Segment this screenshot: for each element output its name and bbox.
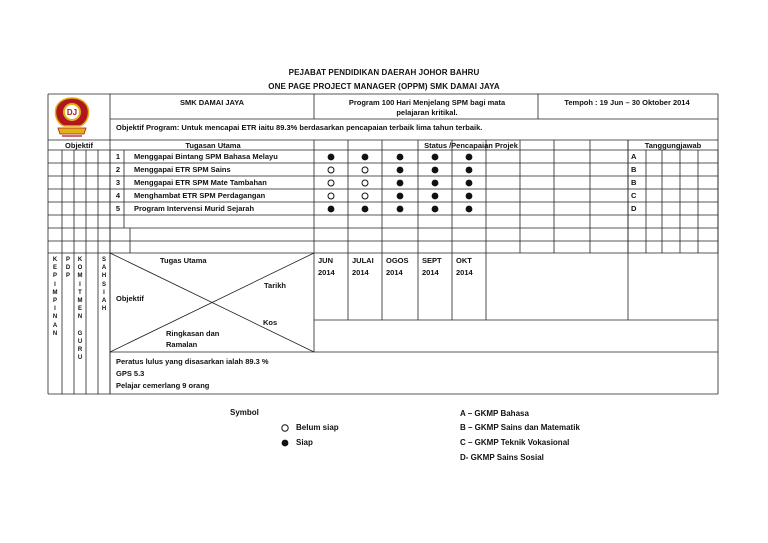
siap-icon [360, 204, 370, 214]
side-label-komitmen: K O M I T M E N G U R U [77, 257, 83, 362]
col-tanggungjawab: Tanggungjawab [644, 141, 702, 150]
belum-siap-icon [326, 165, 336, 175]
task-responsible: A [631, 152, 637, 161]
legend-b: B – GKMP Sains dan Matematik [460, 423, 580, 432]
task-name: Menggapai Bintang SPM Bahasa Melayu [134, 152, 278, 161]
legend-a: A – GKMP Bahasa [460, 409, 529, 418]
siap-icon [430, 152, 440, 162]
siap-icon [395, 152, 405, 162]
belum-siap-icon [360, 165, 370, 175]
document-title: ONE PAGE PROJECT MANAGER (OPPM) SMK DAMAI JAYA [268, 82, 500, 91]
legend-siap: Siap [296, 438, 313, 447]
legend-d: D- GKMP Sains Sosial [460, 453, 544, 462]
month-year: 2014 [386, 268, 403, 277]
summary-line-3: Pelajar cemerlang 9 orang [116, 381, 210, 390]
side-label-pdp: P D P [65, 257, 71, 280]
legend-c: C – GKMP Teknik Vokasional [460, 438, 570, 447]
siap-icon [430, 165, 440, 175]
siap-icon [280, 438, 290, 448]
siap-icon [360, 152, 370, 162]
col-objektif: Objektif [65, 141, 93, 150]
month-year: 2014 [422, 268, 439, 277]
belum-siap-icon [280, 423, 290, 433]
siap-icon [464, 165, 474, 175]
agency-title: PEJABAT PENDIDIKAN DAERAH JOHOR BAHRU [288, 68, 480, 77]
month-label: OKT [456, 256, 472, 265]
siap-icon [395, 165, 405, 175]
task-name: Program Intervensi Murid Sejarah [134, 204, 255, 213]
side-label-kepimpinan: K E P I M P I N A N [52, 257, 58, 337]
task-responsible: B [631, 165, 637, 174]
task-number: 4 [115, 191, 121, 200]
objektif-program: Objektif Program: Untuk mencapai ETR iaitu 89.3% berdasarkan pencapaian terbaik lima tahun terbaik. [116, 123, 483, 132]
diagram-ringkasan-2: Ramalan [166, 340, 198, 349]
belum-siap-icon [326, 191, 336, 201]
siap-icon [430, 204, 440, 214]
month-label: SEPT [422, 256, 442, 265]
task-name: Menghambat ETR SPM Perdagangan [134, 191, 266, 200]
siap-icon [464, 191, 474, 201]
month-year: 2014 [456, 268, 473, 277]
month-label: JULAI [352, 256, 374, 265]
belum-siap-icon [360, 178, 370, 188]
tempoh: Tempoh : 19 Jun – 30 Oktober 2014 [564, 98, 690, 107]
diagram-tugas: Tugas Utama [160, 256, 207, 265]
siap-icon [430, 191, 440, 201]
col-tugasan: Tugasan Utama [185, 141, 241, 150]
school-name: SMK DAMAI JAYA [179, 98, 245, 107]
task-responsible: B [631, 178, 637, 187]
task-number: 5 [115, 204, 121, 213]
siap-icon [326, 204, 336, 214]
siap-icon [464, 178, 474, 188]
program-title-2: pelajaran kritikal. [396, 108, 458, 117]
task-responsible: C [631, 191, 637, 200]
belum-siap-icon [326, 178, 336, 188]
diagram-ringkasan-1: Ringkasan dan [166, 329, 220, 338]
task-number: 2 [115, 165, 121, 174]
task-number: 1 [115, 152, 121, 161]
task-name: Menggapai ETR SPM Mate Tambahan [134, 178, 267, 187]
diagram-tarikh: Tarikh [264, 281, 286, 290]
siap-icon [395, 178, 405, 188]
school-logo [52, 96, 92, 140]
task-number: 3 [115, 178, 121, 187]
month-label: OGOS [386, 256, 409, 265]
program-title-1: Program 100 Hari Menjelang SPM bagi mata [348, 98, 506, 107]
month-year: 2014 [318, 268, 335, 277]
month-year: 2014 [352, 268, 369, 277]
legend-title: Symbol [230, 408, 259, 417]
col-status: Status /Pencapaian Projek [424, 141, 518, 150]
logo-text: DJ [66, 108, 78, 117]
side-label-sahsiah: S A H S I A H [101, 257, 107, 313]
summary-line-1: Peratus lulus yang disasarkan ialah 89.3 % [116, 357, 269, 366]
summary-line-2: GPS 5.3 [116, 369, 145, 378]
task-responsible: D [631, 204, 637, 213]
diagram-kos: Kos [263, 318, 278, 327]
siap-icon [464, 204, 474, 214]
siap-icon [430, 178, 440, 188]
task-name: Menggapai ETR SPM Sains [134, 165, 231, 174]
legend-belum: Belum siap [296, 423, 339, 432]
diagram-objektif: Objektif [116, 294, 144, 303]
siap-icon [395, 204, 405, 214]
month-label: JUN [318, 256, 334, 265]
siap-icon [464, 152, 474, 162]
siap-icon [326, 152, 336, 162]
belum-siap-icon [360, 191, 370, 201]
siap-icon [395, 191, 405, 201]
